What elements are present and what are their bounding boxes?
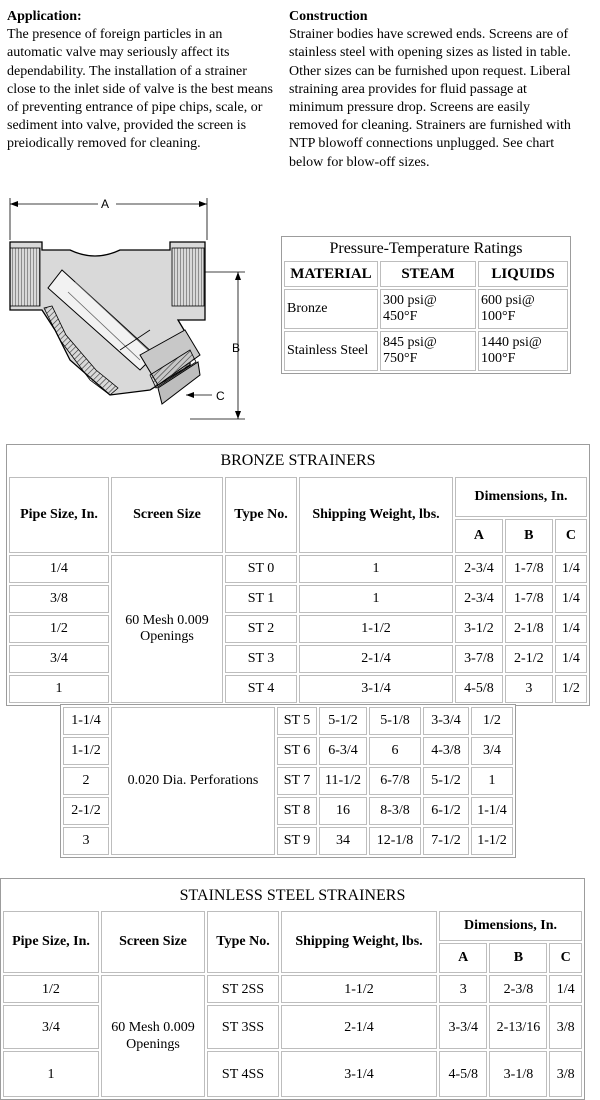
bronze-header-type: Type No. (225, 477, 297, 553)
dim-c-cell: 3/8 (549, 1051, 582, 1097)
dim-a-cell: 8-3/8 (369, 797, 421, 825)
bronze-strainers-large-table (60, 704, 516, 858)
construction-section (289, 8, 579, 172)
pipe-size-cell: 3 (63, 827, 109, 855)
weight-cell: 2-1/4 (281, 1005, 437, 1049)
application-heading: Application: (7, 9, 82, 24)
dim-b-cell: 4-3/8 (423, 737, 469, 765)
dimension-c-label: C (216, 389, 225, 403)
stainless-header-pipe: Pipe Size, In. (3, 911, 99, 973)
type-cell: ST 7 (277, 767, 317, 795)
dim-b-cell: 1-7/8 (505, 585, 553, 613)
dim-c-cell: 1/2 (555, 675, 587, 703)
dim-b-cell: 3-3/4 (423, 707, 469, 735)
ratings-material: Stainless Steel (284, 331, 378, 371)
ratings-title: Pressure-Temperature Ratings (329, 240, 523, 257)
dim-c-cell: 1 (471, 767, 513, 795)
dimension-a-label: A (101, 197, 110, 211)
stainless-header-screen: Screen Size (101, 911, 205, 973)
stainless-header-c: C (549, 943, 582, 973)
dim-a-cell: 4-5/8 (455, 675, 503, 703)
ratings-header-steam: STEAM (380, 261, 476, 287)
dim-b-cell: 2-13/16 (489, 1005, 547, 1049)
bronze-header-dims: Dimensions, In. (455, 477, 587, 517)
type-cell: ST 9 (277, 827, 317, 855)
ratings-material: Bronze (284, 289, 378, 329)
dim-a-cell: 3-1/2 (455, 615, 503, 643)
dim-a-cell: 2-3/4 (455, 555, 503, 583)
dim-a-cell: 5-1/8 (369, 707, 421, 735)
stainless-header-type: Type No. (207, 911, 279, 973)
stainless-header-a: A (439, 943, 487, 973)
pipe-size-cell: 2-1/2 (63, 797, 109, 825)
bronze-header-b: B (505, 519, 553, 553)
bronze-header-screen: Screen Size (111, 477, 223, 553)
weight-cell: 11-1/2 (319, 767, 367, 795)
type-cell: ST 8 (277, 797, 317, 825)
application-section (7, 8, 275, 154)
screen-size-cell: 0.020 Dia. Perforations (111, 707, 275, 855)
dim-c-cell: 1-1/2 (471, 827, 513, 855)
dim-c-cell: 1/4 (549, 975, 582, 1003)
pipe-size-cell: 1-1/2 (63, 737, 109, 765)
dim-a-cell: 3-7/8 (455, 645, 503, 673)
dim-a-cell: 4-5/8 (439, 1051, 487, 1097)
bronze-header-c: C (555, 519, 587, 553)
dim-b-cell: 3-1/8 (489, 1051, 547, 1097)
weight-cell: 1-1/2 (299, 615, 453, 643)
dim-c-cell: 1/4 (555, 555, 587, 583)
ratings-header-material: MATERIAL (284, 261, 378, 287)
pipe-size-cell: 1 (3, 1051, 99, 1097)
pipe-size-cell: 3/8 (9, 585, 109, 613)
dim-c-cell: 1/4 (555, 645, 587, 673)
table-row (9, 615, 587, 643)
dim-c-cell: 3/8 (549, 1005, 582, 1049)
bronze-header-weight: Shipping Weight, lbs. (299, 477, 453, 553)
type-cell: ST 1 (225, 585, 297, 613)
ratings-row (284, 289, 568, 329)
bronze-header-a: A (455, 519, 503, 553)
stainless-header-dims: Dimensions, In. (439, 911, 582, 941)
table-row (9, 645, 587, 673)
dim-c-cell: 1/4 (555, 615, 587, 643)
type-cell: ST 2SS (207, 975, 279, 1003)
dim-b-cell: 5-1/2 (423, 767, 469, 795)
ratings-steam: 845 psi@ 750°F (380, 331, 476, 371)
pressure-temperature-ratings-table (281, 236, 571, 374)
pipe-size-cell: 3/4 (9, 645, 109, 673)
type-cell: ST 4 (225, 675, 297, 703)
pipe-size-cell: 2 (63, 767, 109, 795)
pipe-size-cell: 3/4 (3, 1005, 99, 1049)
table-row (9, 555, 587, 583)
stainless-header-weight: Shipping Weight, lbs. (281, 911, 437, 973)
ratings-liquids: 600 psi@ 100°F (478, 289, 568, 329)
weight-cell: 1 (299, 585, 453, 613)
strainer-diagram (0, 190, 270, 430)
dim-c-cell: 3/4 (471, 737, 513, 765)
ratings-row (284, 331, 568, 371)
application-text: The presence of foreign particles in an automatic valve may seriously affect its dependability. The installation of a strainer close to the inlet side of valve is the best means of preventing entrance of pipe chips, scale, or sediment into valve, provided the screen is preiodically removed for cleaning. (7, 27, 273, 152)
construction-text: Strainer bodies have screwed ends. Screens are of stainless steel with opening sizes as listed in table. Other sizes can be furnished upon request. Liberal straining area provides for fluid passage at minimum pressure drop. Screens are easily removed for cleaning. Strainers are furnished with NTP blowoff connections unplugged. See chart below for blow-off sizes. (289, 27, 571, 170)
weight-cell: 1 (299, 555, 453, 583)
type-cell: ST 0 (225, 555, 297, 583)
dim-a-cell: 3 (439, 975, 487, 1003)
table-row (63, 707, 513, 735)
pipe-size-cell: 1/2 (9, 615, 109, 643)
table-row (3, 1051, 582, 1097)
type-cell: ST 2 (225, 615, 297, 643)
type-cell: ST 3SS (207, 1005, 279, 1049)
dim-a-cell: 2-3/4 (455, 585, 503, 613)
type-cell: ST 4SS (207, 1051, 279, 1097)
dim-b-cell: 2-1/8 (505, 615, 553, 643)
type-cell: ST 6 (277, 737, 317, 765)
stainless-title: STAINLESS STEEL STRAINERS (179, 886, 406, 904)
dim-b-cell: 6-1/2 (423, 797, 469, 825)
weight-cell: 1-1/2 (281, 975, 437, 1003)
construction-heading: Construction (289, 9, 368, 24)
pipe-size-cell: 1/4 (9, 555, 109, 583)
dimension-b-label: B (232, 341, 241, 355)
bronze-strainers-table (6, 444, 590, 706)
table-row (9, 675, 587, 703)
weight-cell: 2-1/4 (299, 645, 453, 673)
weight-cell: 16 (319, 797, 367, 825)
weight-cell: 5-1/2 (319, 707, 367, 735)
stainless-header-b: B (489, 943, 547, 973)
table-row (3, 975, 582, 1003)
table-row (9, 585, 587, 613)
weight-cell: 3-1/4 (299, 675, 453, 703)
type-cell: ST 5 (277, 707, 317, 735)
dim-a-cell: 12-1/8 (369, 827, 421, 855)
dim-b-cell: 3 (505, 675, 553, 703)
dim-a-cell: 3-3/4 (439, 1005, 487, 1049)
weight-cell: 3-1/4 (281, 1051, 437, 1097)
dim-b-cell: 1-7/8 (505, 555, 553, 583)
weight-cell: 34 (319, 827, 367, 855)
dim-a-cell: 6-7/8 (369, 767, 421, 795)
screen-size-cell: 60 Mesh 0.009 Openings (111, 555, 223, 703)
type-cell: ST 3 (225, 645, 297, 673)
dim-c-cell: 1-1/4 (471, 797, 513, 825)
dim-b-cell: 7-1/2 (423, 827, 469, 855)
stainless-steel-strainers-table (0, 878, 585, 1100)
ratings-liquids: 1440 psi@ 100°F (478, 331, 568, 371)
ratings-steam: 300 psi@ 450°F (380, 289, 476, 329)
dim-b-cell: 2-3/8 (489, 975, 547, 1003)
pipe-size-cell: 1/2 (3, 975, 99, 1003)
bronze-header-pipe: Pipe Size, In. (9, 477, 109, 553)
dim-c-cell: 1/2 (471, 707, 513, 735)
pipe-size-cell: 1 (9, 675, 109, 703)
weight-cell: 6-3/4 (319, 737, 367, 765)
pipe-size-cell: 1-1/4 (63, 707, 109, 735)
ratings-header-liquids: LIQUIDS (478, 261, 568, 287)
dim-a-cell: 6 (369, 737, 421, 765)
dim-b-cell: 2-1/2 (505, 645, 553, 673)
bronze-title: BRONZE STRAINERS (220, 452, 376, 469)
screen-size-cell: 60 Mesh 0.009 Openings (101, 975, 205, 1097)
table-row (3, 1005, 582, 1049)
dim-c-cell: 1/4 (555, 585, 587, 613)
